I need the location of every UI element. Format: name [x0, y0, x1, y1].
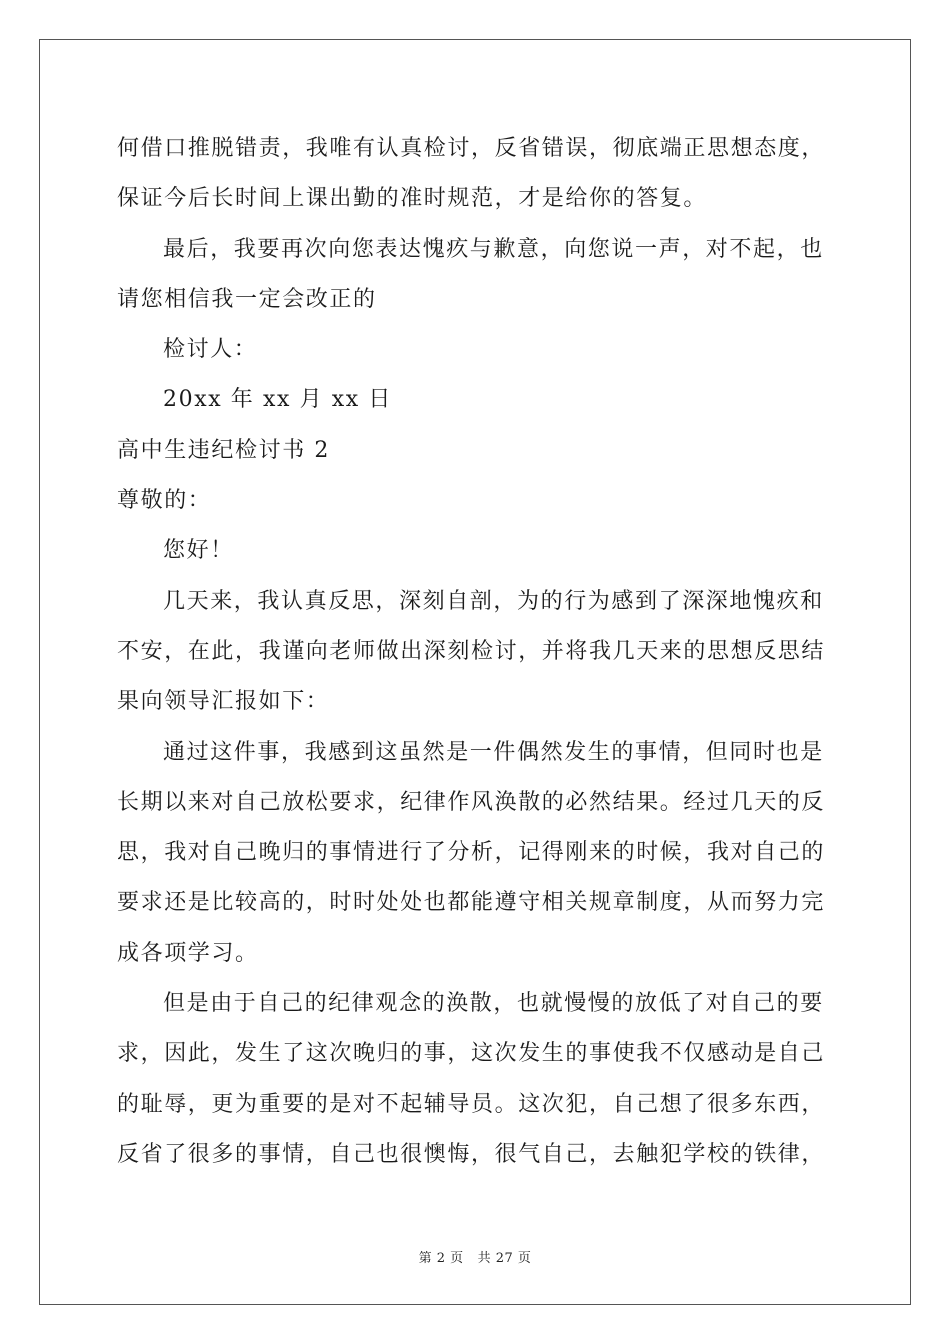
section-title: 高中生违纪检讨书 2 — [117, 437, 330, 463]
page-total: 共 27 页 — [477, 1251, 532, 1266]
text-line: 思，我对自己晚归的事情进行了分析，记得刚来的时候，我对自己的 — [117, 840, 826, 866]
greeting: 您好！ — [163, 538, 234, 564]
text-line: 请您相信我一定会改正的 — [117, 286, 377, 312]
text-line: 果向领导汇报如下： — [117, 689, 330, 715]
page-footer — [0, 1247, 950, 1266]
salutation: 尊敬的： — [117, 488, 212, 514]
text-line: 长期以来对自己放松要求，纪律作风涣散的必然结果。经过几天的反 — [117, 789, 826, 815]
paragraph-start: 但是由于自己的纪律观念的涣散，也就慢慢的放低了对自己的要 — [163, 991, 824, 1017]
text-line: 反省了很多的事情，自己也很懊悔，很气自己，去触犯学校的铁律， — [117, 1141, 826, 1167]
signer-label: 检讨人： — [163, 337, 258, 363]
text-line: 何借口推脱错责，我唯有认真检讨，反省错误，彻底端正思想态度， — [117, 136, 826, 161]
date-line: 20xx 年 xx 月 xx 日 — [163, 387, 393, 413]
text-line: 要求还是比较高的，时时处处也都能遵守相关规章制度，从而努力完 — [117, 890, 826, 916]
text-line: 不安，在此，我谨向老师做出深刻检讨，并将我几天来的思想反思结 — [117, 638, 826, 664]
text-line: 求，因此，发生了这次晚归的事，这次发生的事使我不仅感动是自己 — [117, 1041, 826, 1067]
document-body — [117, 124, 837, 1180]
paragraph-start: 最后，我要再次向您表达愧疚与歉意，向您说一声，对不起，也 — [163, 236, 824, 262]
page-number: 第 2 页 — [418, 1251, 464, 1266]
text-line: 的耻辱，更为重要的是对不起辅导员。这次犯，自己想了很多东西， — [117, 1091, 826, 1117]
paragraph-start: 几天来，我认真反思，深刻自剖，为的行为感到了深深地愧疚和 — [163, 588, 824, 614]
text-line: 成各项学习。 — [117, 940, 259, 966]
text-line: 保证今后长时间上课出勤的准时规范，才是给你的答复。 — [117, 186, 708, 212]
paragraph-start: 通过这件事，我感到这虽然是一件偶然发生的事情，但同时也是 — [163, 739, 824, 765]
